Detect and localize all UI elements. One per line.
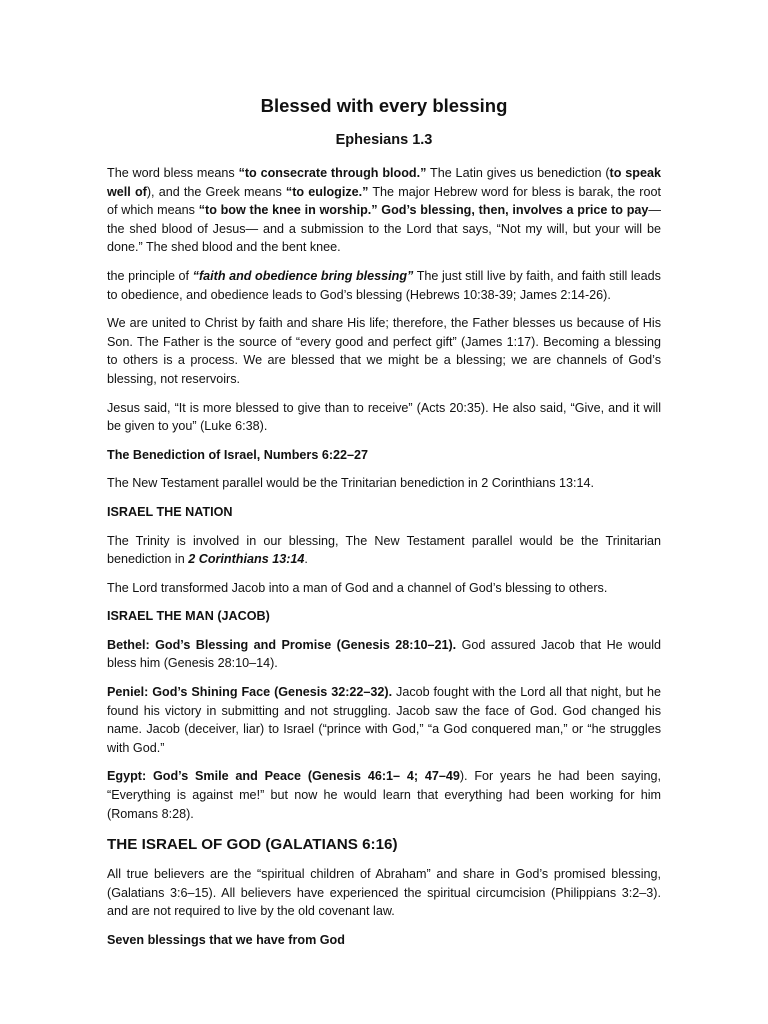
paragraph-bless-meaning: The word bless means “to consecrate through blood.” The Latin gives us benediction (to speak well of), and the Greek means “to eulogize.” The major Hebrew word for bless is barak, the root of which means “to bow the knee in worship.” God’s blessing, then, involves a price to pay— the shed blood of Jesus— and a submission to the Lord that says, “Not my will, but your will be done.” The shed blood and the bent knee. (107, 166, 662, 255)
document-body (107, 164, 661, 950)
paragraph-true-believers: All true believers are the “spiritual children of Abraham” and share in God’s promised blessing, (Galatians 3:6–15). All believers have experienced the spiritual circumcision (Philippians 3:2–3). and are not required to live by the old covenant law. (107, 867, 661, 919)
paragraph-nt-parallel: The New Testament parallel would be the Trinitarian benediction in 2 Corinthians 13:14. (107, 476, 595, 491)
paragraph-united-to-christ: We are united to Christ by faith and share His life; therefore, the Father blesses us because of His Son. The Father is the source of “every good and perfect gift” (James 1:17). Becoming a blessing to others is a process. We are blessed that we might be a blessing; we are channels of God’s blessing, not reservoirs. (107, 316, 661, 386)
paragraph-peniel: Peniel: God’s Shining Face (Genesis 32:22–32). Jacob fought with the Lord all that night, but he found his victory in submitting and not struggling. Jacob saw the face of God. God changed his name. Jacob (deceiver, liar) to Israel (“prince with God,” “a God conquered man,” or “he struggles with God.” (107, 685, 661, 755)
heading-israel-the-nation: ISRAEL THE NATION (107, 504, 233, 519)
paragraph-bethel: Bethel: God’s Blessing and Promise (Genesis 28:10–21). God assured Jacob that He would bless him (Genesis 28:10–14). (107, 637, 661, 671)
paragraph-trinity: The Trinity is involved in our blessing, The New Testament parallel would be the Trinitarian benediction in 2 Corinthians 13:14. (107, 533, 661, 567)
heading-benediction-of-israel: The Benediction of Israel, Numbers 6:22–27 (107, 447, 369, 462)
document-title: Blessed with every blessing (260, 95, 508, 116)
paragraph-lord-transformed-jacob: The Lord transformed Jacob into a man of God and a channel of God’s blessing to others. (107, 580, 608, 595)
document-subtitle: Ephesians 1.3 (335, 132, 433, 148)
paragraph-jesus-said: Jesus said, “It is more blessed to give than to receive” (Acts 20:35). He also said, “Give, and it will be given to you” (Luke 6:38). (107, 400, 661, 434)
paragraph-faith-obedience: the principle of “faith and obedience bring blessing” The just still live by faith, and faith still leads to obedience, and obedience leads to God’s blessing (Hebrews 10:38-39; James 2:14-26). (107, 268, 661, 302)
heading-israel-of-god: THE ISRAEL OF GOD (GALATIANS 6:16) (107, 836, 398, 854)
heading-israel-the-man: ISRAEL THE MAN (JACOB) (107, 609, 270, 624)
heading-seven-blessings: Seven blessings that we have from God (107, 933, 345, 947)
paragraph-egypt: Egypt: God’s Smile and Peace (Genesis 46:1– 4; 47–49). For years he had been saying, “Everything is against me!” but now he would learn that everything had been working for him (Romans 8:28). (107, 769, 661, 821)
